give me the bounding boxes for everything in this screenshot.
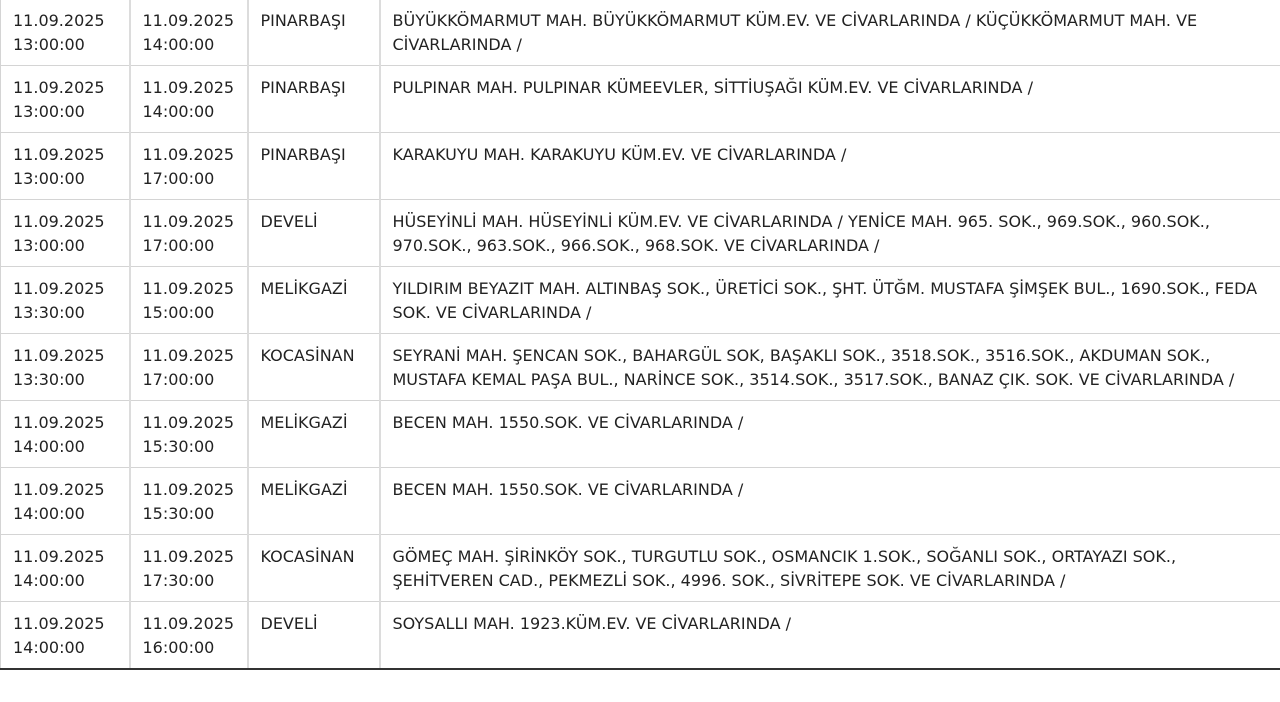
end-time-cell: 11.09.2025 17:00:00 xyxy=(130,133,248,200)
district-cell: DEVELİ xyxy=(248,200,380,267)
district-cell: KOCASİNAN xyxy=(248,535,380,602)
table-row xyxy=(1,468,1280,535)
end-time-cell: 11.09.2025 15:00:00 xyxy=(130,267,248,334)
affected-area-cell: BECEN MAH. 1550.SOK. VE CİVARLARINDA / xyxy=(380,468,1280,535)
affected-area-cell: BÜYÜKKÖMARMUT MAH. BÜYÜKKÖMARMUT KÜM.EV. VE CİVARLARINDA / KÜÇÜKKÖMARMUT MAH. VE CİVARLARINDA / xyxy=(380,0,1280,66)
district-cell: PINARBAŞI xyxy=(248,66,380,133)
district-cell: MELİKGAZİ xyxy=(248,401,380,468)
start-time-cell: 11.09.2025 13:00:00 xyxy=(1,200,130,267)
end-time-cell: 11.09.2025 17:00:00 xyxy=(130,334,248,401)
district-cell: DEVELİ xyxy=(248,602,380,669)
end-time-cell: 11.09.2025 17:00:00 xyxy=(130,200,248,267)
district-cell: KOCASİNAN xyxy=(248,334,380,401)
start-time-cell: 11.09.2025 14:00:00 xyxy=(1,468,130,535)
start-time-cell: 11.09.2025 13:00:00 xyxy=(1,0,130,66)
table-row xyxy=(1,401,1280,468)
affected-area-cell: KARAKUYU MAH. KARAKUYU KÜM.EV. VE CİVARLARINDA / xyxy=(380,133,1280,200)
affected-area-cell: GÖMEÇ MAH. ŞİRİNKÖY SOK., TURGUTLU SOK., OSMANCIK 1.SOK., SOĞANLI SOK., ORTAYAZI SOK., ŞEHİTVEREN CAD., PEKMEZLİ SOK., 4996. SOK., SİVRİTEPE SOK. VE CİVARLARINDA / xyxy=(380,535,1280,602)
affected-area-cell: HÜSEYİNLİ MAH. HÜSEYİNLİ KÜM.EV. VE CİVARLARINDA / YENİCE MAH. 965. SOK., 969.SOK., 960.SOK., 970.SOK., 963.SOK., 966.SOK., 968.SOK. VE CİVARLARINDA / xyxy=(380,200,1280,267)
end-time-cell: 11.09.2025 14:00:00 xyxy=(130,66,248,133)
district-cell: PINARBAŞI xyxy=(248,0,380,66)
end-time-cell: 11.09.2025 17:30:00 xyxy=(130,535,248,602)
table-row xyxy=(1,200,1280,267)
table-row xyxy=(1,0,1280,66)
district-cell: MELİKGAZİ xyxy=(248,267,380,334)
end-time-cell: 11.09.2025 15:30:00 xyxy=(130,401,248,468)
start-time-cell: 11.09.2025 13:30:00 xyxy=(1,267,130,334)
end-time-cell: 11.09.2025 16:00:00 xyxy=(130,602,248,669)
affected-area-cell: SOYSALLI MAH. 1923.KÜM.EV. VE CİVARLARINDA / xyxy=(380,602,1280,669)
affected-area-cell: BECEN MAH. 1550.SOK. VE CİVARLARINDA / xyxy=(380,401,1280,468)
start-time-cell: 11.09.2025 13:00:00 xyxy=(1,66,130,133)
start-time-cell: 11.09.2025 13:00:00 xyxy=(1,133,130,200)
table-row xyxy=(1,133,1280,200)
start-time-cell: 11.09.2025 13:30:00 xyxy=(1,334,130,401)
affected-area-cell: SEYRANİ MAH. ŞENCAN SOK., BAHARGÜL SOK, BAŞAKLI SOK., 3518.SOK., 3516.SOK., AKDUMAN SOK., MUSTAFA KEMAL PAŞA BUL., NARİNCE SOK., 3514.SOK., 3517.SOK., BANAZ ÇIK. SOK. VE CİVARLARINDA / xyxy=(380,334,1280,401)
affected-area-cell: YILDIRIM BEYAZIT MAH. ALTINBAŞ SOK., ÜRETİCİ SOK., ŞHT. ÜTĞM. MUSTAFA ŞİMŞEK BUL., 1690.SOK., FEDA SOK. VE CİVARLARINDA / xyxy=(380,267,1280,334)
outage-table-body xyxy=(1,0,1280,669)
start-time-cell: 11.09.2025 14:00:00 xyxy=(1,401,130,468)
table-row xyxy=(1,535,1280,602)
table-row xyxy=(1,334,1280,401)
start-time-cell: 11.09.2025 14:00:00 xyxy=(1,602,130,669)
district-cell: MELİKGAZİ xyxy=(248,468,380,535)
table-row xyxy=(1,602,1280,669)
table-row xyxy=(1,267,1280,334)
start-time-cell: 11.09.2025 14:00:00 xyxy=(1,535,130,602)
table-row xyxy=(1,66,1280,133)
district-cell: PINARBAŞI xyxy=(248,133,380,200)
end-time-cell: 11.09.2025 15:30:00 xyxy=(130,468,248,535)
end-time-cell: 11.09.2025 14:00:00 xyxy=(130,0,248,66)
affected-area-cell: PULPINAR MAH. PULPINAR KÜMEEVLER, SİTTİUŞAĞI KÜM.EV. VE CİVARLARINDA / xyxy=(380,66,1280,133)
